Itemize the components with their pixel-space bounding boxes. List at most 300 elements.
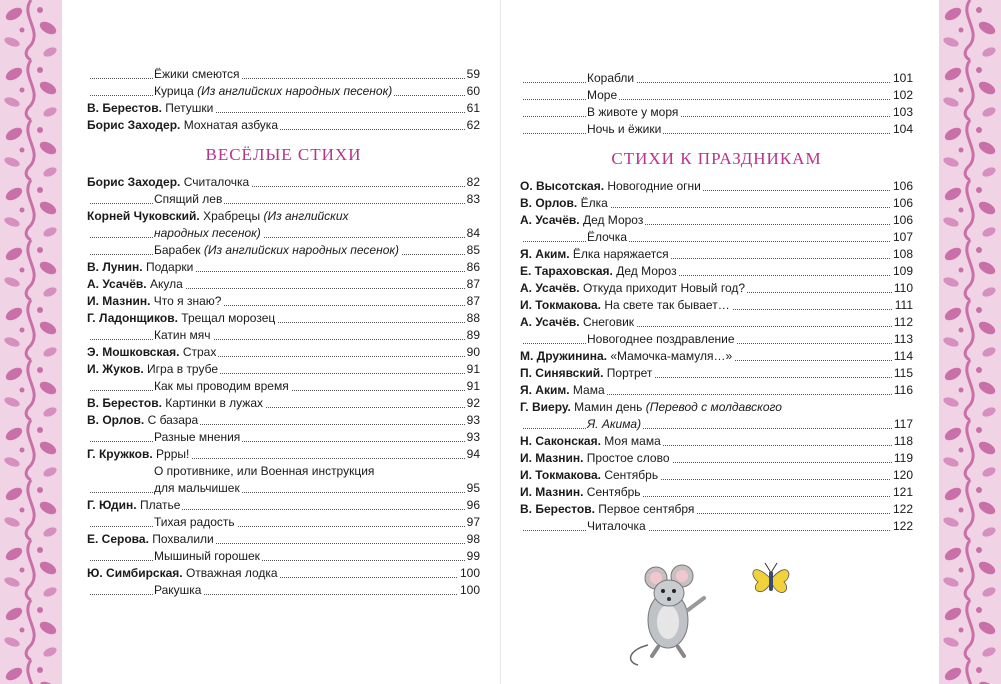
toc-line: [87, 480, 480, 497]
leader-dots: [523, 133, 910, 134]
author-name: Я. Аким.: [520, 247, 570, 261]
toc-entry: [87, 100, 480, 117]
toc-entry-text: [587, 88, 619, 102]
page-number: 94: [466, 447, 480, 461]
toc-entry: [520, 280, 913, 297]
dot-leader: [520, 518, 913, 535]
title-note: (Из английских народных песенок): [197, 84, 393, 98]
toc-entry-text: [154, 67, 242, 81]
toc-entry-text: [154, 84, 394, 98]
leader-dots: [90, 237, 477, 238]
toc-line: [87, 276, 480, 293]
poem-title: В животе у моря: [587, 105, 679, 119]
toc-line: [520, 229, 913, 246]
author-name: Г. Кружков.: [87, 447, 153, 461]
poem-title: Ёлочка: [587, 230, 627, 244]
page-number: 102: [892, 88, 913, 102]
poem-title: Платье: [139, 498, 181, 512]
page-number: 103: [892, 105, 913, 119]
poem-title: Корабли: [587, 71, 635, 85]
poem-title: Ночь и ёжики: [587, 122, 662, 136]
toc-entry-text: [87, 260, 195, 274]
toc-entry: [87, 548, 480, 565]
page-number: 106: [892, 196, 913, 210]
leader-dots: [523, 241, 910, 242]
toc-entry: [520, 484, 913, 501]
toc-entry: [520, 518, 913, 535]
poem-title: Страх: [182, 345, 217, 359]
poem-title: Спящий лев: [154, 192, 223, 206]
toc-entry: [87, 582, 480, 599]
toc-entry: [87, 463, 480, 497]
toc-entry-text: [520, 451, 672, 465]
author-name: И. Мазнин.: [520, 451, 584, 465]
leader-dots: [90, 560, 477, 561]
toc-entry-text: [154, 430, 242, 444]
author-name: Е. Тараховская.: [520, 264, 613, 278]
toc-entry-text: [87, 311, 277, 325]
toc-line: [87, 344, 480, 361]
toc-entry-text: [154, 379, 291, 393]
toc-line: [520, 450, 913, 467]
toc-entry-text: [87, 294, 223, 308]
author-name: Э. Мошковская.: [87, 345, 180, 359]
poem-title: С базара: [147, 413, 199, 427]
toc-entry: [520, 70, 913, 87]
author-name: В. Лунин.: [87, 260, 143, 274]
page-number: 89: [466, 328, 480, 342]
toc-line: [87, 446, 480, 463]
page-number: 86: [466, 260, 480, 274]
toc-line: [520, 314, 913, 331]
title-note: (Из английских: [263, 209, 349, 223]
page-number: 87: [466, 277, 480, 291]
poem-title: Разные мнения: [154, 430, 241, 444]
poem-title: Петушки: [165, 101, 214, 115]
poem-title: На свете так бывает…: [604, 298, 730, 312]
toc-entry: [520, 365, 913, 382]
toc-line: [520, 501, 913, 518]
toc-entry-text: [154, 464, 376, 478]
toc-entry-text: [587, 105, 680, 119]
toc-line: [87, 225, 480, 242]
toc-line: [87, 208, 480, 225]
toc-entry-text: [587, 332, 737, 346]
toc-entry-text: [587, 519, 648, 533]
poem-title: Первое сентября: [598, 502, 695, 516]
author-name: И. Токмакова.: [520, 298, 601, 312]
page-number: 90: [466, 345, 480, 359]
toc-line: [87, 548, 480, 565]
author-name: И. Жуков.: [87, 362, 144, 376]
toc-line: [87, 497, 480, 514]
toc-line: [87, 378, 480, 395]
author-name: В. Орлов.: [87, 413, 145, 427]
toc-entry-text: [87, 447, 191, 461]
toc-entry: [87, 412, 480, 429]
poem-title: Отважная лодка: [185, 566, 278, 580]
poem-title: Считалочка: [183, 175, 250, 189]
author-name: А. Усачёв.: [520, 315, 580, 329]
toc-entry-text: [520, 264, 679, 278]
toc-entry: [520, 121, 913, 138]
toc-entry-text: [520, 400, 784, 414]
toc-entry: [87, 191, 480, 208]
toc-entry-text: [87, 101, 215, 115]
poem-title: Новогодние огни: [607, 179, 701, 193]
toc-group-before: [520, 70, 913, 138]
left-page-toc: [87, 66, 480, 599]
toc-line: [87, 310, 480, 327]
poem-title: Ракушка: [154, 583, 202, 597]
toc-entry: [520, 104, 913, 121]
page-number: 115: [893, 366, 913, 380]
page-number: 84: [466, 226, 480, 240]
poem-title: Подарки: [145, 260, 194, 274]
poem-title: Ррры!: [156, 447, 190, 461]
author-name: Г. Юдин.: [87, 498, 137, 512]
poem-title: Тихая радость: [154, 515, 235, 529]
poem-title: Сентябрь: [586, 485, 641, 499]
toc-entry: [520, 467, 913, 484]
toc-entry-text: [87, 566, 280, 580]
toc-line: [87, 191, 480, 208]
dot-leader: [87, 548, 480, 565]
author-name: Е. Серова.: [87, 532, 149, 546]
toc-entry-text: [87, 362, 220, 376]
page-number: 111: [894, 298, 913, 312]
toc-entry-text: [87, 413, 200, 427]
poem-title: Храбрецы: [203, 209, 261, 223]
poem-title: Читалочка: [587, 519, 646, 533]
toc-line: [520, 70, 913, 87]
dot-leader: [520, 229, 913, 246]
page-number: 88: [466, 311, 480, 325]
toc-entry-text: [154, 583, 203, 597]
toc-line: [520, 297, 913, 314]
page-number: 101: [892, 71, 913, 85]
page-number: 91: [466, 379, 480, 393]
page-number: 121: [892, 485, 913, 499]
author-name: А. Усачёв.: [520, 213, 580, 227]
mouse-icon: [618, 550, 713, 668]
floral-pattern-right: [939, 0, 1001, 684]
page-number: 112: [893, 315, 913, 329]
author-name: А. Усачёв.: [520, 281, 580, 295]
toc-line: [520, 195, 913, 212]
leader-dots: [90, 78, 477, 79]
toc-entry-text: [154, 515, 237, 529]
toc-line: [87, 117, 480, 134]
dot-leader: [87, 514, 480, 531]
toc-entry-text: [154, 192, 224, 206]
butterfly-icon: [748, 556, 794, 602]
page-number: 96: [466, 498, 480, 512]
toc-line: [87, 66, 480, 83]
toc-entry: [87, 208, 480, 242]
page-number: 107: [892, 230, 913, 244]
page-number: 122: [892, 502, 913, 516]
toc-line: [520, 382, 913, 399]
dot-leader: [87, 429, 480, 446]
toc-entry-text: [87, 277, 185, 291]
toc-entry-text: [520, 366, 654, 380]
poem-title: Дед Мороз: [616, 264, 677, 278]
page-number: 122: [892, 519, 913, 533]
toc-entry: [87, 66, 480, 83]
toc-entry: [87, 259, 480, 276]
toc-line: [87, 463, 480, 480]
toc-entry: [87, 565, 480, 582]
toc-entry-text: [520, 383, 607, 397]
page-number: 98: [466, 532, 480, 546]
toc-entry: [87, 395, 480, 412]
floral-pattern-left: [0, 0, 62, 684]
poem-title: Барабек: [154, 243, 201, 257]
dot-leader: [87, 225, 480, 242]
author-name: М. Дружинина.: [520, 349, 607, 363]
poem-title: Как мы проводим время: [154, 379, 289, 393]
author-name: Н. Саконская.: [520, 434, 601, 448]
page-number: 120: [892, 468, 913, 482]
page-number: 92: [466, 396, 480, 410]
author-name: В. Орлов.: [520, 196, 578, 210]
toc-entry-text: [520, 349, 734, 363]
title-continuation: народных песенок): [154, 226, 261, 240]
toc-entry: [87, 276, 480, 293]
toc-entry: [87, 327, 480, 344]
toc-line: [87, 100, 480, 117]
toc-entry-text: [587, 71, 636, 85]
toc-entry-text: [520, 502, 696, 516]
toc-line: [520, 280, 913, 297]
poem-title: Моя мама: [604, 434, 661, 448]
author-name: И. Мазнин.: [87, 294, 151, 308]
page-number: 93: [466, 413, 480, 427]
toc-entry-text: [87, 498, 182, 512]
toc-entry: [520, 263, 913, 280]
toc-entry-text: [154, 481, 242, 495]
right-page-toc: [520, 70, 913, 535]
author-name: А. Усачёв.: [87, 277, 147, 291]
author-name: Ю. Симбирская.: [87, 566, 183, 580]
leader-dots: [523, 99, 910, 100]
toc-entry: [520, 87, 913, 104]
page-number: 104: [892, 122, 913, 136]
toc-line: [520, 433, 913, 450]
leader-dots: [90, 203, 477, 204]
leader-dots: [523, 82, 910, 83]
leader-dots: [90, 339, 477, 340]
toc-line: [87, 174, 480, 191]
poem-title: Трещал морозец: [181, 311, 276, 325]
toc-entry: [87, 514, 480, 531]
toc-line: [520, 399, 913, 416]
page-number: 91: [466, 362, 480, 376]
leader-dots: [90, 594, 477, 595]
author-name: О. Высотская.: [520, 179, 605, 193]
author-name: И. Мазнин.: [520, 485, 584, 499]
section-title-veselye-stihi: ВЕСЁЛЫЕ СТИХИ: [205, 145, 362, 164]
toc-entry-text: [87, 345, 218, 359]
author-name: Я. Аким.: [520, 383, 570, 397]
toc-line: [520, 467, 913, 484]
poem-title: Мохнатая азбука: [183, 118, 278, 132]
author-name: Г. Виеру.: [520, 400, 571, 414]
page-number: 85: [466, 243, 480, 257]
toc-entry-text: [520, 213, 645, 227]
decorative-border-left: [0, 0, 62, 684]
leader-dots: [90, 526, 477, 527]
poem-title: Ёлка наряжается: [572, 247, 669, 261]
page-number: 87: [466, 294, 480, 308]
toc-line: [520, 212, 913, 229]
toc-entry-text: [520, 485, 643, 499]
toc-line: [87, 514, 480, 531]
toc-entry: [520, 195, 913, 212]
toc-entry-text: [520, 179, 703, 193]
toc-entry-text: [87, 396, 265, 410]
toc-entry: [520, 348, 913, 365]
author-name: Борис Заходер.: [87, 175, 181, 189]
toc-entry: [520, 331, 913, 348]
toc-group-after: [520, 178, 913, 535]
toc-entry: [87, 83, 480, 100]
dot-leader: [87, 327, 480, 344]
toc-entry-text: [520, 281, 747, 295]
toc-entry-text: [87, 118, 280, 132]
toc-entry: [520, 297, 913, 314]
toc-entry: [87, 344, 480, 361]
page-number: 61: [466, 101, 480, 115]
toc-entry-text: [154, 328, 213, 342]
toc-entry-text: [587, 230, 629, 244]
poem-title: Курица: [154, 84, 194, 98]
toc-entry-text: [520, 315, 636, 329]
dot-leader: [520, 104, 913, 121]
toc-entry: [87, 531, 480, 548]
poem-title: Мама: [572, 383, 605, 397]
dot-leader: [520, 87, 913, 104]
toc-line: [87, 242, 480, 259]
toc-entry: [520, 450, 913, 467]
toc-entry: [520, 399, 913, 433]
page-number: 97: [466, 515, 480, 529]
toc-entry: [520, 178, 913, 195]
toc-entry-text: [520, 434, 663, 448]
toc-entry: [520, 229, 913, 246]
page-number: 100: [459, 566, 480, 580]
dot-leader: [87, 66, 480, 83]
toc-line: [520, 416, 913, 433]
toc-entry-text: [154, 243, 401, 257]
title-note: (Перевод с молдавского: [645, 400, 782, 414]
leader-dots: [523, 530, 910, 531]
toc-entry-text: [520, 247, 671, 261]
page-number: 83: [466, 192, 480, 206]
poem-title: Мышиный горошек: [154, 549, 260, 563]
leader-dots: [90, 492, 477, 493]
page-number: 99: [466, 549, 480, 563]
page-number: 82: [466, 175, 480, 189]
toc-line: [520, 263, 913, 280]
page-number: 95: [466, 481, 480, 495]
toc-line: [520, 246, 913, 263]
toc-line: [520, 518, 913, 535]
poem-title: Откуда приходит Новый год?: [582, 281, 746, 295]
dot-leader: [520, 121, 913, 138]
toc-line: [87, 259, 480, 276]
toc-entry-text: [87, 209, 351, 223]
toc-line: [87, 293, 480, 310]
toc-entry: [87, 429, 480, 446]
title-note: (Из английских народных песенок): [203, 243, 400, 257]
toc-entry-text: [587, 122, 663, 136]
page-number: 119: [893, 451, 913, 465]
toc-line: [520, 87, 913, 104]
toc-line: [87, 395, 480, 412]
page-number: 62: [466, 118, 480, 132]
toc-entry: [87, 446, 480, 463]
toc-line: [87, 582, 480, 599]
poem-title: Картинки в лужах: [165, 396, 263, 410]
toc-line: [87, 565, 480, 582]
dot-leader: [87, 191, 480, 208]
poem-title: О противнике, или Военная инструкция: [154, 464, 375, 478]
toc-entry: [520, 433, 913, 450]
author-name: Борис Заходер.: [87, 118, 181, 132]
dot-leader: [87, 582, 480, 599]
poem-title: Новогоднее поздравление: [587, 332, 735, 346]
leader-dots: [523, 116, 910, 117]
toc-entry: [87, 497, 480, 514]
toc-entry-text: [587, 417, 643, 431]
title-continuation: для мальчишек: [154, 481, 240, 495]
page-number: 114: [893, 349, 913, 363]
author-name: В. Берестов.: [87, 101, 162, 115]
toc-entry-text: [154, 549, 262, 563]
dot-leader: [520, 416, 913, 433]
poem-title: Море: [587, 88, 618, 102]
poem-title: Мамин день: [574, 400, 643, 414]
page-gutter: [500, 0, 501, 684]
toc-group-after: [87, 174, 480, 599]
poem-title: Катин мяч: [154, 328, 211, 342]
toc-entry: [520, 212, 913, 229]
section-title-prazdniki: СТИХИ К ПРАЗДНИКАМ: [611, 149, 822, 168]
page-number: 106: [892, 213, 913, 227]
toc-line: [87, 83, 480, 100]
toc-line: [520, 484, 913, 501]
toc-entry-text: [520, 196, 610, 210]
page-number: 100: [459, 583, 480, 597]
poem-title: Акула: [149, 277, 183, 291]
page-number: 106: [892, 179, 913, 193]
poem-title: Дед Мороз: [582, 213, 644, 227]
toc-line: [87, 531, 480, 548]
page-number: 59: [466, 67, 480, 81]
toc-entry: [520, 382, 913, 399]
toc-line: [520, 104, 913, 121]
author-name: Корней Чуковский.: [87, 209, 200, 223]
toc-line: [520, 178, 913, 195]
poem-title: Похвалили: [152, 532, 214, 546]
poem-title: Игра в трубе: [147, 362, 219, 376]
toc-entry-text: [520, 468, 660, 482]
toc-entry: [87, 293, 480, 310]
title-continuation: Я. Акима): [587, 417, 642, 431]
decorative-border-right: [939, 0, 1001, 684]
